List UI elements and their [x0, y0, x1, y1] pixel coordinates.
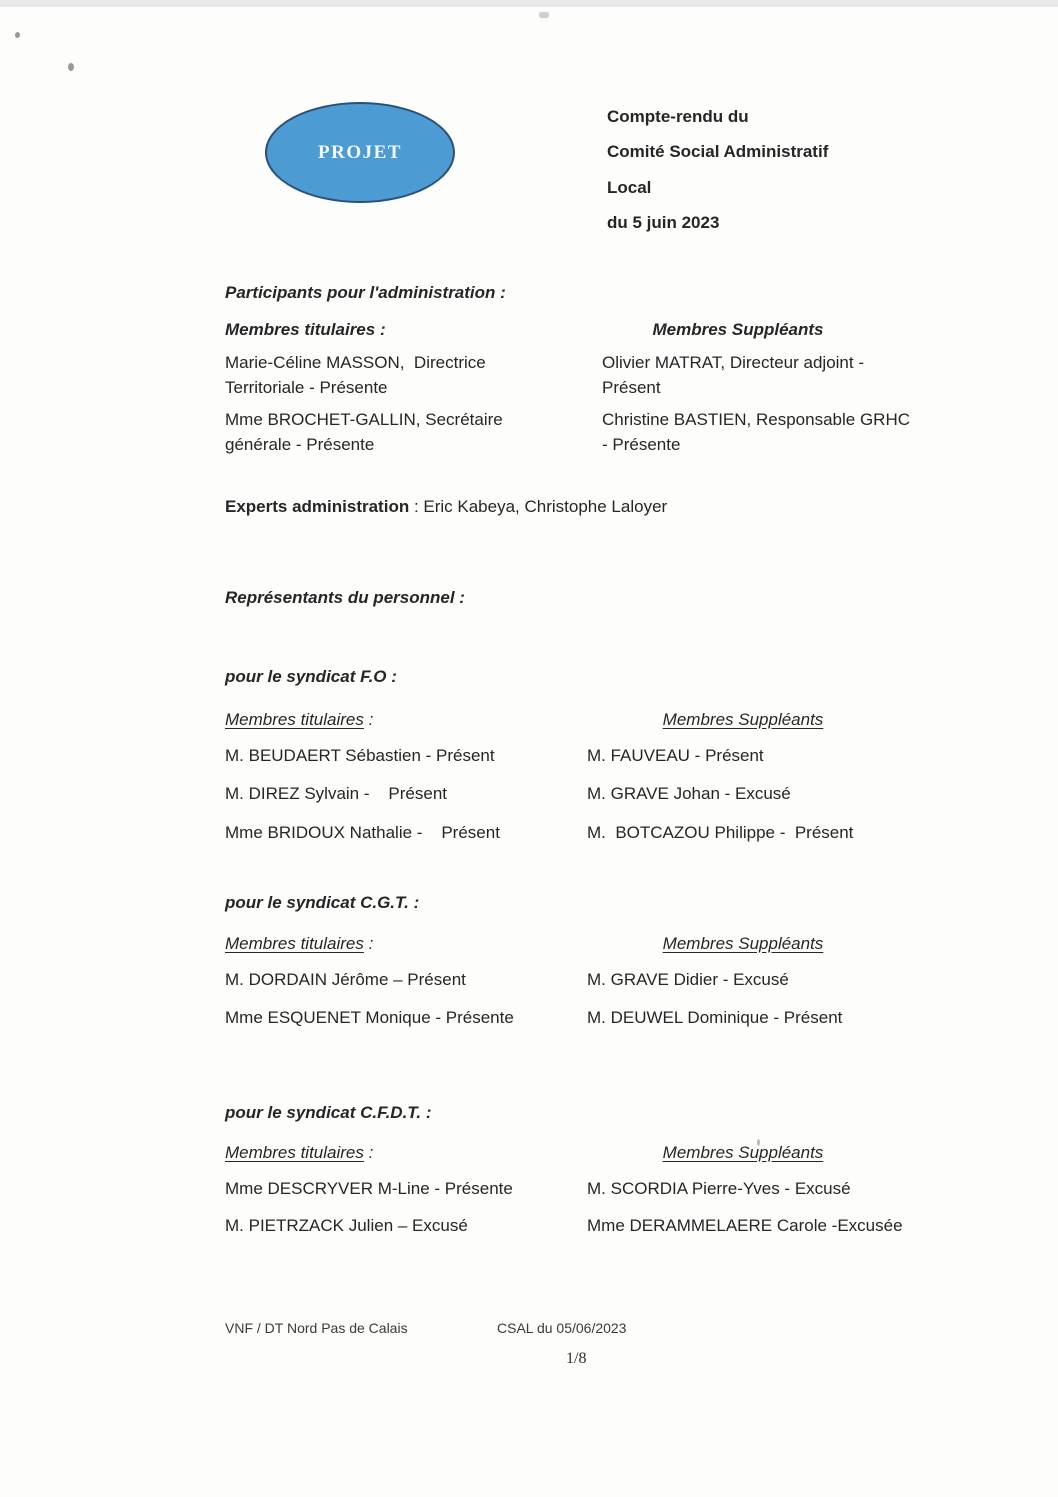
- union-member: M. DEUWEL Dominique - Présent: [587, 1008, 843, 1027]
- union-cfdt-heading: pour le syndicat C.F.D.T. :: [225, 1103, 432, 1122]
- admin-col-header-titulaires: Membres titulaires :: [225, 320, 386, 339]
- union-cfdt-col-header-titulaires: Membres titulaires :: [225, 1143, 374, 1162]
- projet-stamp: [265, 102, 455, 203]
- admin-member: Olivier MATRAT, Directeur adjoint - Présent: [602, 353, 869, 397]
- title-line-1: Compte-rendu du: [607, 107, 749, 126]
- union-cgt-col-header-suppleants: Membres Suppléants: [662, 934, 824, 953]
- union-member: M. GRAVE Johan - Excusé: [587, 784, 791, 803]
- experts-line: [225, 494, 667, 519]
- title-line-4: du 5 juin 2023: [607, 213, 720, 232]
- personnel-section-heading: Représentants du personnel :: [225, 588, 465, 607]
- footer-meeting: CSAL du 05/06/2023: [497, 1320, 627, 1336]
- admin-col-header-suppleants: Membres Suppléants: [652, 320, 824, 339]
- page-number: 1/8: [566, 1350, 587, 1367]
- experts-names: : Eric Kabeya, Christophe Laloyer: [409, 497, 668, 516]
- scan-top-edge: [0, 0, 1058, 7]
- union-member: Mme DESCRYVER M-Line - Présente: [225, 1179, 513, 1198]
- union-member: M. BEUDAERT Sébastien - Présent: [225, 746, 495, 765]
- union-member: M. DIREZ Sylvain - Présent: [225, 784, 447, 803]
- union-fo-col-header-suppleants: Membres Suppléants: [662, 710, 824, 729]
- union-fo-heading: pour le syndicat F.O :: [225, 667, 397, 686]
- admin-section-heading: Participants pour l'administration :: [225, 283, 506, 302]
- scan-speck: [15, 32, 20, 38]
- union-member: M. GRAVE Didier - Excusé: [587, 970, 789, 989]
- title-line-3: Local: [607, 178, 652, 197]
- scan-speck: [539, 12, 549, 18]
- union-cgt-heading: pour le syndicat C.G.T. :: [225, 893, 420, 912]
- union-member: M. SCORDIA Pierre-Yves - Excusé: [587, 1179, 851, 1198]
- union-cgt-col-header-titulaires: Membres titulaires :: [225, 934, 374, 953]
- union-cfdt-col-header-suppleants: Membres Suppléants: [662, 1143, 824, 1162]
- union-fo-col-header-titulaires: Membres titulaires :: [225, 710, 374, 729]
- union-member: Mme ESQUENET Monique - Présente: [225, 1008, 514, 1027]
- union-member: Mme BRIDOUX Nathalie - Présent: [225, 823, 500, 842]
- admin-member: Mme BROCHET-GALLIN, Secrétaire générale - Présente: [225, 410, 508, 454]
- footer-org: VNF / DT Nord Pas de Calais: [225, 1320, 408, 1336]
- union-member: M. DORDAIN Jérôme – Présent: [225, 970, 466, 989]
- union-member: M. FAUVEAU - Présent: [587, 746, 764, 765]
- union-member: Mme DERAMMELAERE Carole -Excusée: [587, 1216, 903, 1235]
- title-line-2: Comité Social Administratif: [607, 142, 829, 161]
- experts-label: Experts administration: [225, 497, 410, 516]
- union-member: M. BOTCAZOU Philippe - Présent: [587, 823, 854, 842]
- admin-member: Marie-Céline MASSON, Directrice Territoriale - Présente: [225, 353, 491, 397]
- union-member: M. PIETRZACK Julien – Excusé: [225, 1216, 468, 1235]
- scan-speck: [68, 63, 74, 71]
- projet-stamp-label: PROJET: [318, 141, 402, 163]
- admin-member: Christine BASTIEN, Responsable GRHC - Présente: [602, 410, 915, 454]
